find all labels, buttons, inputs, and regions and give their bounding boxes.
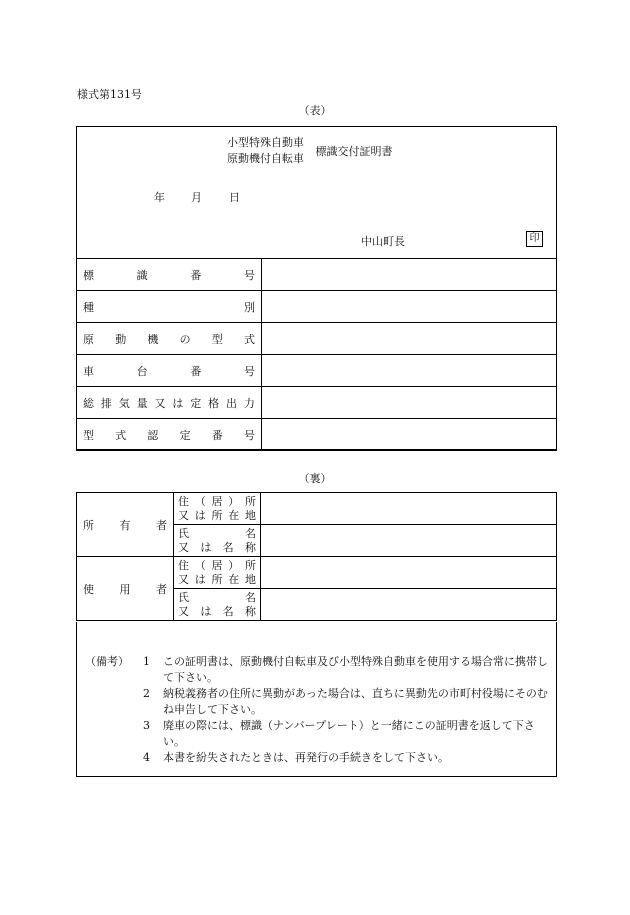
label-char: 称 bbox=[244, 540, 256, 554]
user-name-value[interactable] bbox=[261, 589, 557, 621]
owner-name-value[interactable] bbox=[261, 525, 557, 557]
label-char: 式 bbox=[115, 428, 127, 442]
owner-name-label bbox=[174, 525, 261, 557]
note-text: この証明書は、原動機付自転車及び小型特殊自動車を使用する場合常に携帯して下さい。 bbox=[163, 655, 548, 684]
label-char: 認 bbox=[147, 428, 159, 442]
date-year-label: 年 bbox=[154, 191, 165, 204]
label-char: 名 bbox=[222, 540, 234, 554]
label-char: 原 bbox=[83, 332, 94, 346]
label-char: 号 bbox=[243, 364, 255, 378]
label-char: 定 bbox=[179, 428, 191, 442]
table-row bbox=[77, 323, 557, 355]
user-name-label bbox=[174, 589, 261, 621]
issuer-name: 中山町長 bbox=[361, 235, 405, 248]
spread-text bbox=[83, 395, 255, 411]
table-row bbox=[77, 419, 557, 451]
date-day-label: 日 bbox=[229, 191, 240, 204]
label-char: 所 bbox=[245, 494, 256, 508]
label-char: 名 bbox=[245, 526, 256, 540]
label-char: 所 bbox=[211, 572, 223, 586]
row-label-displacement bbox=[77, 387, 262, 419]
label-char: 在 bbox=[228, 508, 240, 522]
row-value-engine-model[interactable] bbox=[262, 323, 557, 355]
label-char: 使 bbox=[83, 582, 94, 596]
label-char: 名 bbox=[245, 590, 256, 604]
row-label-type-approval bbox=[77, 419, 262, 451]
label-char: 号 bbox=[243, 428, 255, 442]
label-char: 動 bbox=[115, 332, 127, 346]
spread-text bbox=[83, 363, 255, 379]
table-row bbox=[77, 493, 557, 525]
label-char: 居 bbox=[211, 494, 223, 508]
spread-text bbox=[178, 541, 256, 555]
table-row bbox=[77, 259, 557, 291]
note-text: 納税義務者の住所に異動があった場合は、直ちに異動先の市町村役場にそのむね申告して下さい。 bbox=[163, 687, 548, 716]
owner-user-table bbox=[76, 492, 557, 621]
spread-text bbox=[83, 517, 167, 533]
label-char: 番 bbox=[211, 428, 223, 442]
table-row bbox=[77, 355, 557, 387]
spread-text bbox=[178, 605, 256, 619]
label-char: 又 bbox=[178, 572, 189, 586]
label-char: 又 bbox=[178, 540, 189, 554]
label-char: 号 bbox=[243, 268, 255, 282]
row-label-engine-model bbox=[77, 323, 262, 355]
label-char: 氏 bbox=[178, 590, 189, 604]
note-item-1 bbox=[85, 654, 555, 686]
label-char: 識 bbox=[136, 268, 148, 282]
label-char: 総 bbox=[83, 396, 94, 410]
note-number: 2 bbox=[143, 687, 150, 700]
label-char: 地 bbox=[245, 572, 256, 586]
label-char: 氏 bbox=[178, 526, 189, 540]
label-char: の bbox=[179, 332, 191, 346]
vehicle-info-table bbox=[76, 258, 557, 451]
label-char: 台 bbox=[136, 364, 148, 378]
title-line-moped: 原動機付自転車 bbox=[227, 152, 304, 165]
note-text: 本書を紛失されたときは、再発行の手続きをして下さい。 bbox=[163, 751, 449, 764]
note-number: 1 bbox=[143, 655, 150, 668]
owner-address-label bbox=[174, 493, 261, 525]
spread-text bbox=[83, 299, 255, 315]
note-number: 3 bbox=[143, 719, 150, 732]
row-value-chassis-number[interactable] bbox=[262, 355, 557, 387]
label-char: 格 bbox=[208, 396, 220, 410]
label-char: 又 bbox=[178, 508, 189, 522]
label-char: 居 bbox=[211, 558, 223, 572]
row-value-type-approval[interactable] bbox=[262, 419, 557, 451]
seal-mark: 印 bbox=[526, 231, 543, 247]
owner-label-cell bbox=[77, 493, 174, 557]
spread-text bbox=[83, 331, 255, 347]
label-char: 住 bbox=[178, 494, 189, 508]
label-char: 排 bbox=[100, 396, 112, 410]
spread-text bbox=[178, 573, 256, 587]
notes-section bbox=[85, 654, 555, 766]
row-value-displacement[interactable] bbox=[262, 387, 557, 419]
note-item-4 bbox=[85, 750, 555, 766]
label-char: 者 bbox=[156, 518, 167, 532]
row-label-category bbox=[77, 291, 262, 323]
label-char: 用 bbox=[119, 582, 131, 596]
label-char: 名 bbox=[222, 604, 234, 618]
row-value-plate-number[interactable] bbox=[262, 259, 557, 291]
back-side-label: （裏） bbox=[298, 472, 332, 485]
label-char: は bbox=[194, 508, 206, 522]
label-char: 式 bbox=[243, 332, 255, 346]
label-char: 標 bbox=[83, 268, 94, 282]
label-char: 所 bbox=[211, 508, 223, 522]
label-char: は bbox=[194, 572, 206, 586]
row-value-category[interactable] bbox=[262, 291, 557, 323]
form-number: 様式第131号 bbox=[77, 88, 142, 101]
label-char: 又 bbox=[154, 396, 166, 410]
note-number: 4 bbox=[143, 751, 150, 764]
label-char: 力 bbox=[243, 396, 255, 410]
label-char: 出 bbox=[226, 396, 237, 410]
label-char: 地 bbox=[245, 508, 256, 522]
notes-box bbox=[76, 622, 557, 777]
spread-text bbox=[178, 527, 256, 541]
notes-heading: （備考） bbox=[85, 655, 129, 668]
label-char: 気 bbox=[118, 396, 130, 410]
label-char: は bbox=[200, 540, 212, 554]
label-char: 種 bbox=[83, 300, 94, 314]
label-char: 機 bbox=[147, 332, 159, 346]
label-char: 型 bbox=[211, 332, 223, 346]
title-main: 標識交付証明書 bbox=[315, 145, 393, 158]
spread-text bbox=[178, 559, 256, 573]
row-label-plate-number bbox=[77, 259, 262, 291]
label-char: （ bbox=[194, 558, 206, 572]
date-month-label: 月 bbox=[191, 191, 202, 204]
label-char: 在 bbox=[228, 572, 240, 586]
label-char: 型 bbox=[83, 428, 94, 442]
spread-text bbox=[178, 509, 256, 523]
label-char: 番 bbox=[190, 364, 202, 378]
label-char: 番 bbox=[190, 268, 202, 282]
label-char: ） bbox=[228, 558, 240, 572]
label-char: 有 bbox=[119, 518, 131, 532]
spread-text bbox=[178, 495, 256, 509]
label-char: 量 bbox=[136, 396, 148, 410]
label-char: は bbox=[200, 604, 212, 618]
user-address-value[interactable] bbox=[261, 557, 557, 589]
label-char: 者 bbox=[156, 582, 167, 596]
spread-text bbox=[178, 591, 256, 605]
label-char: 定 bbox=[190, 396, 202, 410]
spread-text bbox=[83, 581, 167, 597]
table-row bbox=[77, 291, 557, 323]
table-row bbox=[77, 387, 557, 419]
row-label-chassis-number bbox=[77, 355, 262, 387]
label-char: 車 bbox=[83, 364, 94, 378]
note-item-2 bbox=[85, 686, 555, 718]
label-char: 別 bbox=[244, 300, 255, 314]
label-char: （ bbox=[194, 494, 206, 508]
label-char: 所 bbox=[83, 518, 94, 532]
user-label-cell bbox=[77, 557, 174, 621]
label-char: 又 bbox=[178, 604, 189, 618]
owner-address-value[interactable] bbox=[261, 493, 557, 525]
label-char: 住 bbox=[178, 558, 189, 572]
table-row bbox=[77, 557, 557, 589]
spread-text bbox=[83, 427, 255, 443]
front-side-label: （表） bbox=[298, 104, 332, 117]
vehicle-type-stack bbox=[227, 135, 304, 167]
note-text: 廃車の際には、標識（ナンバープレート）と一緒にこの証明書を返して下さい。 bbox=[163, 719, 535, 748]
certificate-title bbox=[227, 135, 393, 167]
spread-text bbox=[83, 267, 255, 283]
label-char: ） bbox=[228, 494, 240, 508]
label-char: 所 bbox=[245, 558, 256, 572]
label-char: は bbox=[172, 396, 184, 410]
note-item-3 bbox=[85, 718, 555, 750]
label-char: 称 bbox=[244, 604, 256, 618]
title-line-small-special: 小型特殊自動車 bbox=[227, 136, 304, 149]
user-address-label bbox=[174, 557, 261, 589]
